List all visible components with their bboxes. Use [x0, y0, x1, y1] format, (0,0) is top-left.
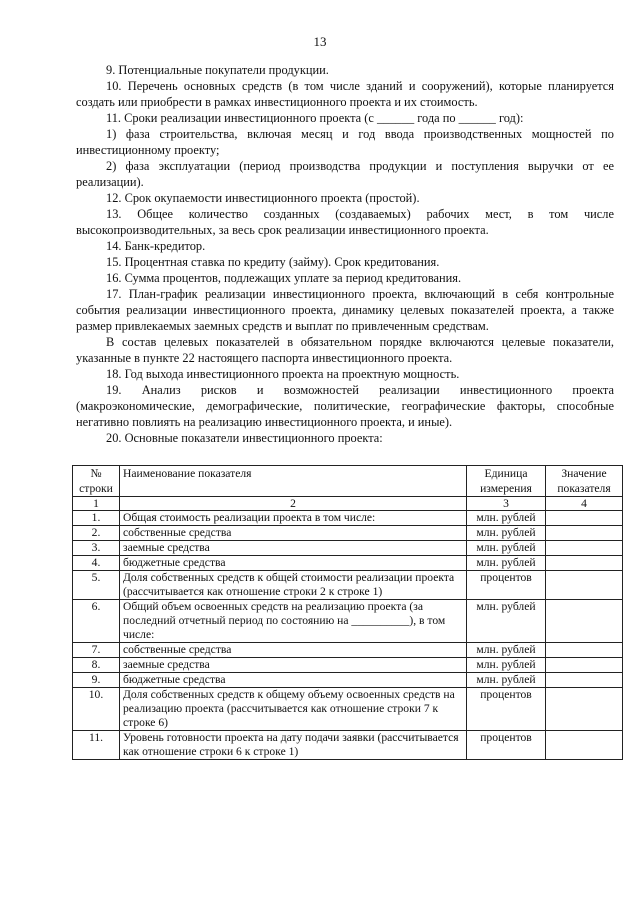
- row-number: 5.: [73, 571, 120, 600]
- row-number: 8.: [73, 658, 120, 673]
- unit: млн. рублей: [467, 526, 546, 541]
- paragraph-12: 12. Срок окупаемости инвестиционного проекта (простой).: [106, 191, 420, 205]
- row-number: 9.: [73, 673, 120, 688]
- unit: млн. рублей: [467, 673, 546, 688]
- paragraph-11-phase-2: 2) фаза эксплуатации (период производства продукции и поступления выручки от ее реализации).: [76, 159, 614, 189]
- unit: процентов: [467, 571, 546, 600]
- unit: млн. рублей: [467, 600, 546, 643]
- unit: млн. рублей: [467, 541, 546, 556]
- indicator-name: собственные средства: [120, 526, 467, 541]
- indicator-name: собственные средства: [120, 643, 467, 658]
- table-row: [73, 511, 623, 526]
- indicator-name: бюджетные средства: [120, 673, 467, 688]
- indicator-name: заемные средства: [120, 658, 467, 673]
- paragraph-20: 20. Основные показатели инвестиционного проекта:: [106, 431, 383, 445]
- paragraph-11: 11. Сроки реализации инвестиционного проекта (с ______ года по ______ год):: [106, 111, 524, 125]
- header-value: Значение показателя: [546, 466, 623, 497]
- unit: млн. рублей: [467, 511, 546, 526]
- value-cell[interactable]: [546, 571, 623, 600]
- table-row: [73, 688, 623, 731]
- value-cell[interactable]: [546, 526, 623, 541]
- unit: процентов: [467, 688, 546, 731]
- paragraph-11-phase-1: 1) фаза строительства, включая месяц и год ввода производственных мощностей по инвестиционному проекту;: [76, 127, 614, 157]
- index-cell: 2: [120, 497, 467, 511]
- table-row: [73, 526, 623, 541]
- table-header-row: [73, 466, 623, 497]
- value-cell[interactable]: [546, 673, 623, 688]
- paragraph-16: 16. Сумма процентов, подлежащих уплате за период кредитования.: [106, 271, 462, 285]
- index-cell: 1: [73, 497, 120, 511]
- paragraph-10: 10. Перечень основных средств (в том числе зданий и сооружений), которые планируется создать или приобрести в рамках инвестиционного проекта и их стоимость.: [76, 79, 614, 109]
- unit: млн. рублей: [467, 658, 546, 673]
- header-unit: Единица измерения: [467, 466, 546, 497]
- unit: процентов: [467, 731, 546, 760]
- indicator-name: Уровень готовности проекта на дату подачи заявки (рассчитывается как отношение строки 6 к строке 1): [120, 731, 467, 760]
- unit: млн. рублей: [467, 556, 546, 571]
- row-number: 6.: [73, 600, 120, 643]
- row-number: 4.: [73, 556, 120, 571]
- indicators-table-wrap: [72, 465, 614, 760]
- paragraph-17: 17. План-график реализации инвестиционного проекта, включающий в себя контрольные события реализации инвестиционного проекта, динамику целевых показателей проекта, а также размер привлекаемых заемных средств и выплат по привлеченным средствам.: [76, 287, 614, 333]
- document-body: [76, 62, 614, 446]
- paragraph-13: 13. Общее количество созданных (создаваемых) рабочих мест, в том числе высокопроизводительных, за весь срок реализации инвестиционного проекта.: [76, 207, 614, 237]
- paragraph-18: 18. Год выхода инвестиционного проекта на проектную мощность.: [106, 367, 460, 381]
- index-cell: 3: [467, 497, 546, 511]
- indicator-name: заемные средства: [120, 541, 467, 556]
- indicator-name: Общий объем освоенных средств на реализацию проекта (за последний отчетный период по состоянию на __________), в том числе:: [120, 600, 467, 643]
- paragraph-19: 19. Анализ рисков и возможностей реализации инвестиционного проекта (макроэкономические, демографические, политические, географические факторы, способные негативно повлиять на реализацию инвестиционного проекта, и иные).: [76, 383, 614, 429]
- paragraph-9: 9. Потенциальные покупатели продукции.: [106, 63, 329, 77]
- row-number: 10.: [73, 688, 120, 731]
- value-cell[interactable]: [546, 658, 623, 673]
- table-row: [73, 541, 623, 556]
- value-cell[interactable]: [546, 541, 623, 556]
- table-row: [73, 571, 623, 600]
- value-cell[interactable]: [546, 688, 623, 731]
- value-cell[interactable]: [546, 731, 623, 760]
- value-cell[interactable]: [546, 600, 623, 643]
- row-number: 7.: [73, 643, 120, 658]
- table-row: [73, 600, 623, 643]
- row-number: 1.: [73, 511, 120, 526]
- table-row: [73, 643, 623, 658]
- row-number: 2.: [73, 526, 120, 541]
- table-index-row: [73, 497, 623, 511]
- row-number: 3.: [73, 541, 120, 556]
- indicator-name: Доля собственных средств к общему объему освоенных средств на реализацию проекта (рассчитывается как отношение строки 7 к строке 6): [120, 688, 467, 731]
- value-cell[interactable]: [546, 556, 623, 571]
- indicators-table: [72, 465, 623, 760]
- header-row-number: № строки: [73, 466, 120, 497]
- unit: млн. рублей: [467, 643, 546, 658]
- table-row: [73, 658, 623, 673]
- table-row: [73, 673, 623, 688]
- paragraph-15: 15. Процентная ставка по кредиту (займу). Срок кредитования.: [106, 255, 440, 269]
- paragraph-17-note: В состав целевых показателей в обязательном порядке включаются целевые показатели, указанные в пункте 22 настоящего паспорта инвестиционного проекта.: [76, 335, 614, 365]
- indicator-name: Доля собственных средств к общей стоимости реализации проекта (рассчитывается как отношение строки 2 к строке 1): [120, 571, 467, 600]
- row-number: 11.: [73, 731, 120, 760]
- header-indicator-name: Наименование показателя: [120, 466, 467, 497]
- page-number: 13: [313, 34, 327, 49]
- paragraph-14: 14. Банк-кредитор.: [106, 239, 206, 253]
- table-row: [73, 556, 623, 571]
- indicator-name: бюджетные средства: [120, 556, 467, 571]
- value-cell[interactable]: [546, 643, 623, 658]
- value-cell[interactable]: [546, 511, 623, 526]
- table-row: [73, 731, 623, 760]
- indicator-name: Общая стоимость реализации проекта в том числе:: [120, 511, 467, 526]
- index-cell: 4: [546, 497, 623, 511]
